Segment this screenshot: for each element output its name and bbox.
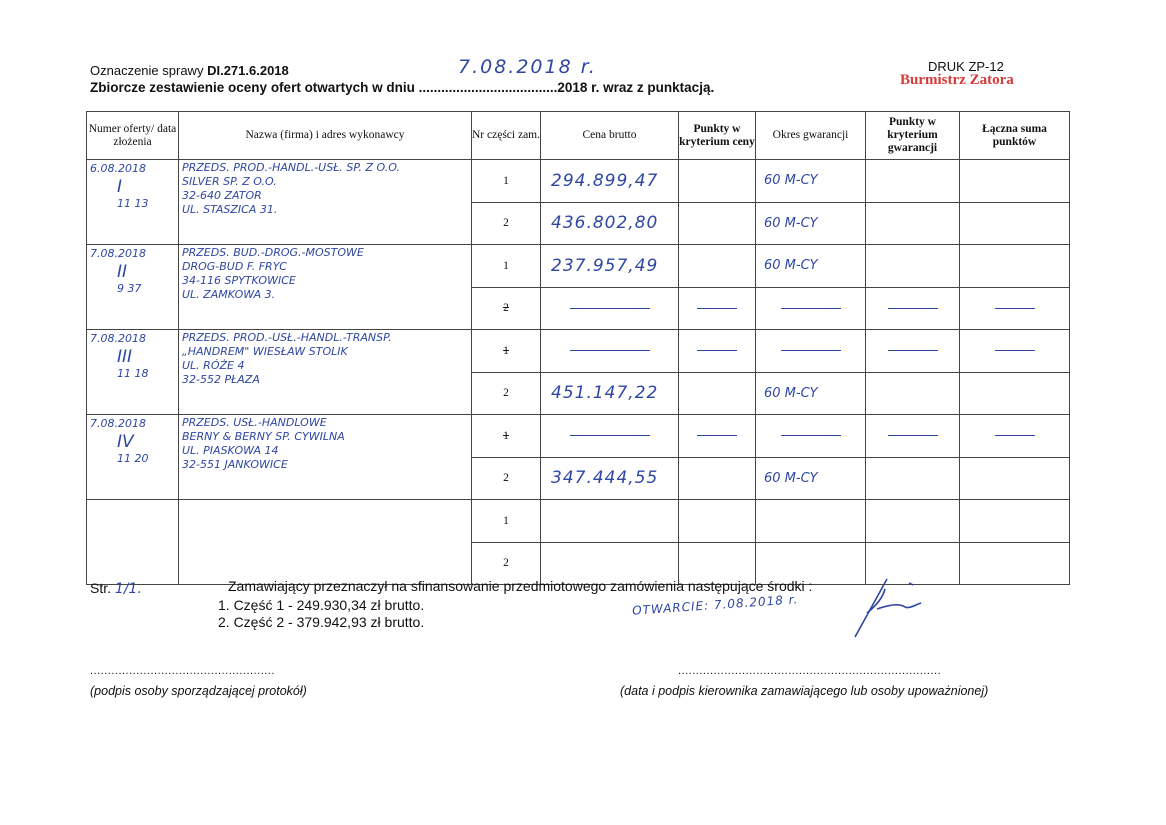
table-row [87, 245, 1070, 288]
offer-time: 11 20 [117, 452, 149, 465]
page-value: 1/1. [114, 581, 142, 597]
offer-date: 7.08.2018 [90, 332, 146, 345]
page-label: Str. [90, 580, 112, 596]
page-number [90, 580, 142, 597]
warranty-points-cell [866, 202, 960, 245]
warranty-cell [756, 457, 866, 500]
contractor-name-line: 32-551 JANKOWICE [182, 458, 288, 471]
table-row [87, 415, 1070, 458]
offer-number-cell [87, 330, 179, 415]
price-points-cell [679, 372, 756, 415]
warranty-points-cell [866, 160, 960, 203]
contractor-name-cell [179, 330, 472, 415]
total-points-cell [960, 330, 1070, 373]
col-contractor-name: Nazwa (firma) i adres wykonawcy [179, 112, 472, 160]
funding-part-2: 2. Część 2 - 379.942,93 zł brutto. [218, 614, 425, 630]
contractor-name-line: SILVER SP. Z O.O. [182, 175, 277, 188]
col-price-points: Punkty w kryterium ceny [679, 112, 756, 160]
signature-label-right: (data i podpis kierownika zamawiającego lub osoby upoważnionej) [620, 684, 989, 698]
part-number: 1 [503, 174, 509, 187]
gross-price: 237.957,49 [551, 255, 659, 276]
part-number: 1 [503, 344, 509, 357]
price-cell [541, 245, 679, 288]
offer-date: 7.08.2018 [90, 417, 146, 430]
title-before: Zbiorcze zestawienie oceny ofert otwartych w dniu [90, 80, 415, 95]
contractor-name-line: UL. ZAMKOWA 3. [182, 288, 276, 301]
part-number: 2 [503, 302, 509, 315]
part-number-cell [472, 287, 541, 330]
title-after: 2018 r. wraz z punktacją. [557, 80, 715, 95]
case-number: DI.271.6.2018 [207, 63, 289, 78]
contractor-name-cell [179, 500, 472, 585]
table-header-row [87, 112, 1070, 160]
price-points-cell [679, 245, 756, 288]
part-number-cell [472, 330, 541, 373]
case-label: Oznaczenie sprawy [90, 63, 204, 78]
contractor-name-cell [179, 160, 472, 245]
gross-price: 451.147,22 [551, 383, 659, 404]
title-dots: ..................................... [418, 80, 558, 95]
funding-intro: Zamawiający przeznaczył na sfinansowanie przedmiotowego zamówienia następujące środki : [228, 578, 813, 594]
offer-time: 9 37 [117, 282, 142, 295]
col-gross-price: Cena brutto [541, 112, 679, 160]
part-number: 2 [503, 557, 509, 570]
total-points-cell [960, 457, 1070, 500]
price-cell [541, 457, 679, 500]
signature-label-left: (podpis osoby sporządzającej protokół) [90, 684, 307, 698]
price-points-cell [679, 500, 756, 543]
stamp: Burmistrz Zatora [900, 72, 1014, 88]
offer-number-cell [87, 245, 179, 330]
contractor-name-line: DROG-BUD F. FRYC [182, 260, 287, 273]
contractor-name-line: 32-552 PŁAZA [182, 373, 260, 386]
offer-roman-number: I [117, 177, 123, 197]
contractor-name-line: UL. STASZICA 31. [182, 203, 278, 216]
warranty-cell [756, 287, 866, 330]
funding-part-1: 1. Część 1 - 249.930,34 zł brutto. [218, 597, 425, 613]
offer-roman-number: III [117, 347, 133, 367]
document-title [90, 80, 714, 95]
price-cell [541, 160, 679, 203]
part-number: 1 [503, 429, 509, 442]
offer-time: 11 13 [117, 197, 149, 210]
price-cell [541, 372, 679, 415]
offer-time: 11 18 [117, 367, 149, 380]
warranty-points-cell [866, 457, 960, 500]
part-number-cell [472, 415, 541, 458]
opening-note: OTWARCIE: 7.08.2018 r. [631, 592, 799, 618]
warranty-cell [756, 500, 866, 543]
total-points-cell [960, 287, 1070, 330]
col-part-number: Nr części zam. [472, 112, 541, 160]
part-number-cell [472, 245, 541, 288]
contractor-name-line: BERNY & BERNY SP. CYWILNA [182, 430, 345, 443]
price-cell [541, 415, 679, 458]
signature-line-right: .......................................................................... [678, 665, 942, 677]
price-points-cell [679, 457, 756, 500]
col-offer-number: Numer oferty/ data złożenia [87, 112, 179, 160]
offer-date: 6.08.2018 [90, 162, 146, 175]
contractor-name-line: UL. RÓŻE 4 [182, 359, 245, 372]
offer-number-cell [87, 500, 179, 585]
warranty-points-cell [866, 500, 960, 543]
offer-roman-number: IV [117, 432, 134, 452]
warranty-points-cell [866, 330, 960, 373]
price-cell [541, 330, 679, 373]
offer-number-cell [87, 160, 179, 245]
total-points-cell [960, 500, 1070, 543]
offers-table [86, 111, 1070, 585]
warranty-cell [756, 330, 866, 373]
warranty-cell [756, 372, 866, 415]
warranty-cell [756, 160, 866, 203]
signature-line-left: .................................................... [90, 665, 275, 677]
part-number-cell [472, 202, 541, 245]
table-row [87, 500, 1070, 543]
warranty-points-cell [866, 372, 960, 415]
col-warranty: Okres gwarancji [756, 112, 866, 160]
part-number-cell [472, 457, 541, 500]
col-warranty-points: Punkty w kryterium gwarancji [866, 112, 960, 160]
contractor-name-line: 34-116 SPYTKOWICE [182, 274, 296, 287]
signature-scribble [847, 575, 937, 645]
part-number: 2 [503, 472, 509, 485]
warranty-points-cell [866, 245, 960, 288]
warranty-period: 60 M-CY [764, 173, 818, 189]
warranty-points-cell [866, 415, 960, 458]
price-points-cell [679, 287, 756, 330]
gross-price: 294.899,47 [551, 170, 659, 191]
offer-date: 7.08.2018 [90, 247, 146, 260]
warranty-period: 60 M-CY [764, 215, 818, 231]
offer-number-cell [87, 415, 179, 500]
total-points-cell [960, 160, 1070, 203]
price-cell [541, 500, 679, 543]
part-number: 2 [503, 217, 509, 230]
contractor-name-line: PRZEDS. USŁ.-HANDLOWE [182, 416, 327, 429]
part-number: 2 [503, 387, 509, 400]
warranty-period: 60 M-CY [764, 470, 818, 486]
part-number-cell [472, 372, 541, 415]
part-number-cell [472, 160, 541, 203]
col-total-points: Łączna suma punktów [960, 112, 1070, 160]
contractor-name-cell [179, 245, 472, 330]
warranty-cell [756, 415, 866, 458]
table-body [87, 160, 1070, 585]
part-number: 1 [503, 259, 509, 272]
table-row [87, 330, 1070, 373]
contractor-name-line: „HANDREM" WIESŁAW STOLIK [182, 345, 348, 358]
contractor-name-line: PRZEDS. PROD.-USŁ.-HANDL.-TRANSP. [182, 331, 392, 344]
contractor-name-line: UL. PIASKOWA 14 [182, 444, 279, 457]
warranty-cell [756, 202, 866, 245]
form-code: DRUK ZP-12 [928, 59, 1004, 74]
price-points-cell [679, 160, 756, 203]
contractor-name-line: PRZEDS. PROD.-HANDL.-USŁ. SP. Z O.O. [182, 161, 400, 174]
total-points-cell [960, 245, 1070, 288]
case-number-line [90, 63, 289, 78]
warranty-cell [756, 245, 866, 288]
price-cell [541, 287, 679, 330]
price-cell [541, 202, 679, 245]
price-points-cell [679, 330, 756, 373]
warranty-points-cell [866, 287, 960, 330]
gross-price: 436.802,80 [551, 213, 659, 234]
part-number: 1 [503, 514, 509, 527]
contractor-name-line: PRZEDS. BUD.-DROG.-MOSTOWE [182, 246, 364, 259]
warranty-period: 60 M-CY [764, 385, 818, 401]
contractor-name-line: 32-640 ZATOR [182, 189, 262, 202]
gross-price: 347.444,55 [551, 468, 659, 489]
price-points-cell [679, 415, 756, 458]
total-points-cell [960, 415, 1070, 458]
offer-roman-number: II [117, 262, 128, 282]
total-points-cell [960, 372, 1070, 415]
total-points-cell [960, 542, 1070, 585]
warranty-period: 60 M-CY [764, 258, 818, 274]
table-row [87, 160, 1070, 203]
handwritten-date: 7.08.2018 r. [458, 56, 597, 78]
offer-date [87, 500, 178, 504]
price-points-cell [679, 202, 756, 245]
total-points-cell [960, 202, 1070, 245]
part-number-cell [472, 500, 541, 543]
contractor-name-cell [179, 415, 472, 500]
